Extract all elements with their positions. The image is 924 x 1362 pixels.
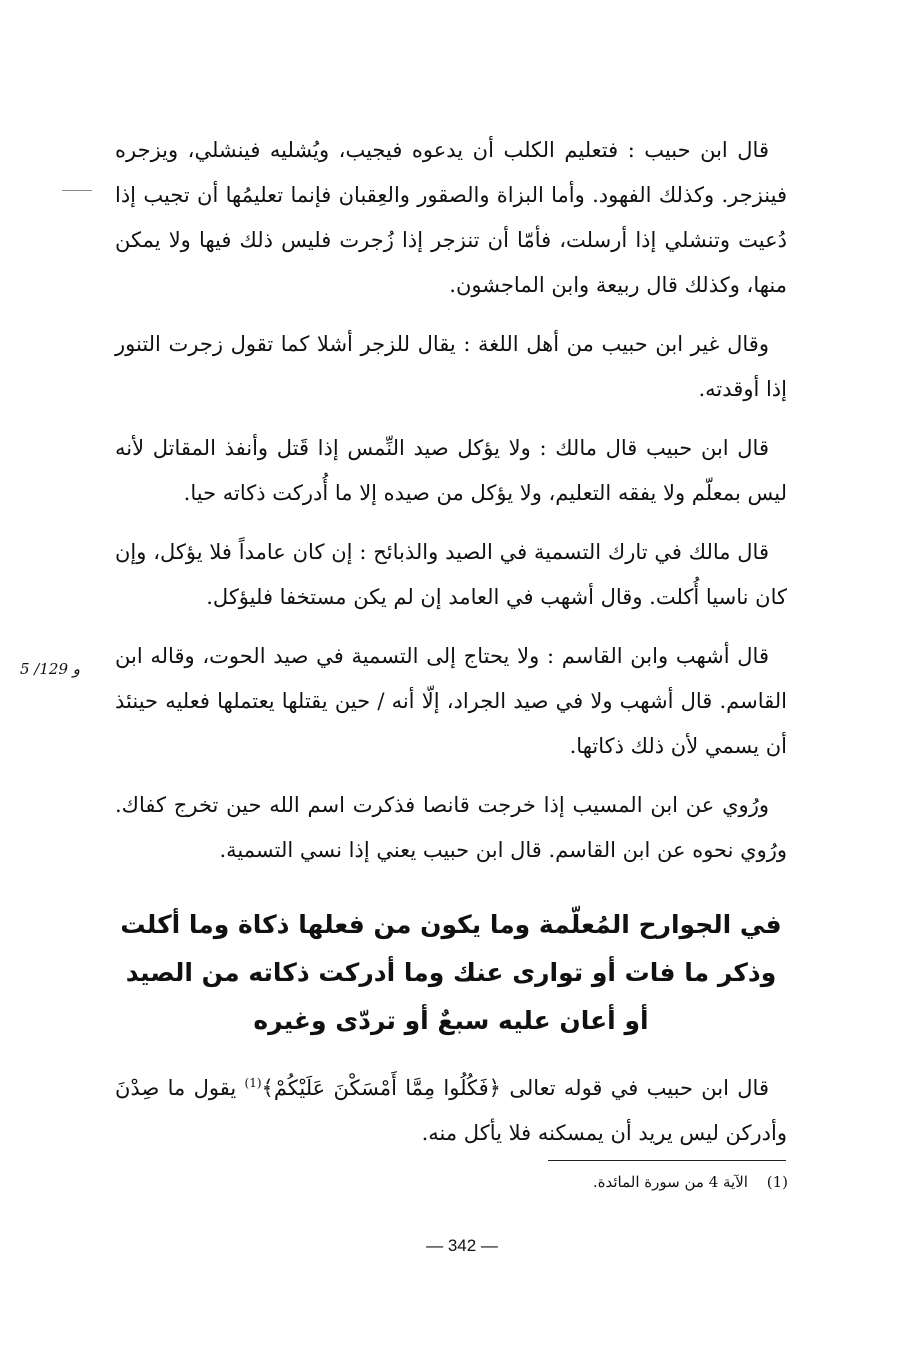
paragraph-3: قال ابن حبيب قال مالك : ولا يؤكل صيد النِّمس إذا قَتل وأنفذ المقاتل لأنه ليس بمعلّم ولا يفقه التعليم، ولا يؤكل من صيده إلا ما أُدركت ذكاته حيا. xyxy=(115,436,787,505)
quran-quote: ﴿فَكُلُوا مِمَّا أَمْسَكْنَ عَلَيْكُمْ﴾ xyxy=(261,1076,501,1100)
footnote-number: (1) xyxy=(766,1173,788,1191)
footnote-reference: (1) xyxy=(244,1076,262,1090)
footnote-divider xyxy=(548,1160,786,1161)
heading-line-3: أو أعان عليه سبعٌ أو تردّى وغيره xyxy=(253,1006,649,1035)
section-heading xyxy=(115,901,787,1045)
paragraph-6: ورُوي عن ابن المسيب إذا خرجت قانصا فذكرت اسم الله حين تخرج كفاك. ورُوي نحوه عن ابن القاسم. قال ابن حبيب يعني إذا نسي التسمية. xyxy=(115,793,787,862)
paragraph-7-rest: يقول ما صِدْنَ وأدركن ليس يريد أن يمسكنه فلا يأكل منه. xyxy=(115,1076,787,1145)
main-text xyxy=(115,128,787,1170)
footnote xyxy=(460,1170,788,1194)
paragraph-1: قال ابن حبيب : فتعليم الكلب أن يدعوه فيجيب، ويُشليه فينشلي، ويزجره فينزجر. وكذلك الفهود. وأما البزاة والصقور والعِقبان فإنما تعليمُها أن تجيب إذا دُعيت وتنشلي إذا أرسلت، فأمّا أن تنزجر إذا زُجرت فليس ذلك فيها ولا يمكن منها، وكذلك قال ربيعة وابن الماجشون. xyxy=(115,138,787,297)
paragraph-2: وقال غير ابن حبيب من أهل اللغة : يقال للزجر أشلا كما تقول زجرت التنور إذا أوقدته. xyxy=(115,332,787,401)
heading-line-1: في الجوارح المُعلّمة وما يكون من فعلها ذكاة وما أكلت xyxy=(120,910,782,939)
footnote-text: الآية 4 من سورة المائدة. xyxy=(592,1173,748,1191)
manuscript-folio-note: 5 /129 و xyxy=(20,660,81,678)
paragraph-4: قال مالك في تارك التسمية في الصيد والذبائح : إن كان عامداً فلا يؤكل، وإن كان ناسيا أُكلت. وقال أشهب في العامد إن لم يكن مستخفا فليؤكل. xyxy=(115,540,787,609)
page-number: — 342 — xyxy=(426,1236,498,1255)
paragraph-7 xyxy=(115,1061,787,1156)
margin-rule xyxy=(62,190,92,191)
heading-line-2: وذكر ما فات أو توارى عنك وما أدركت ذكاته من الصيد xyxy=(125,958,777,987)
paragraph-5: قال أشهب وابن القاسم : ولا يحتاج إلى التسمية في صيد الحوت، وقاله ابن القاسم. قال أشهب ولا في صيد الجراد، إلّا أنه / حين يقتلها يعتملها فعليه حينئذ أن يسمي لأن ذلك ذكاتها. xyxy=(115,644,787,758)
paragraph-7-intro: قال ابن حبيب في قوله تعالى xyxy=(500,1076,769,1100)
